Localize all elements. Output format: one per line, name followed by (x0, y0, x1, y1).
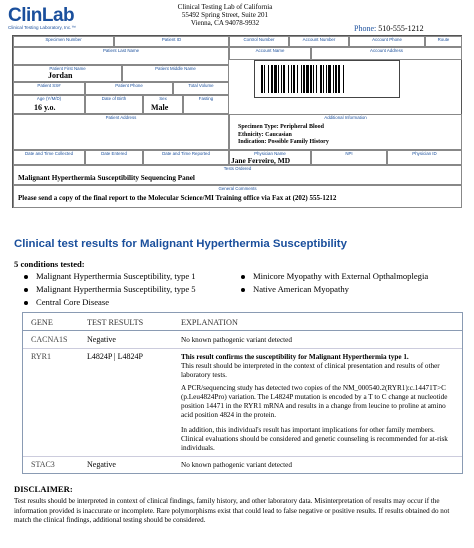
patient-id-cell (114, 36, 229, 47)
ethnicity-value: Caucasian (265, 131, 292, 138)
lab-street: 55492 Spring Street, Suite 201 (181, 10, 269, 19)
sex-label: Sex (159, 96, 167, 101)
date-reported-label: Date and Time Reported (162, 151, 210, 156)
dob-label: Date of Birth (101, 96, 127, 101)
specimen-number-label: Specimen Number (45, 37, 82, 42)
requisition-form (12, 35, 462, 208)
patient-middle-name-label: Patient Middle Name (155, 66, 196, 71)
patient-middle-name-cell (122, 65, 229, 82)
patient-last-name-label: Patient Last Name (102, 48, 140, 53)
additional-info-values (238, 124, 329, 147)
ethnicity-line (238, 132, 329, 140)
condition-label: Malignant Hyperthermia Susceptibility, type 5 (36, 284, 196, 294)
date-entered-label: Date Entered (101, 151, 127, 156)
total-volume-cell (173, 82, 229, 95)
bullet-icon (24, 301, 28, 305)
physician-name-cell (229, 150, 311, 165)
age-value: 16 y.o. (34, 103, 56, 112)
condition-item (24, 297, 109, 307)
account-name-cell (229, 47, 311, 60)
tests-ordered-label: Tests Ordered (223, 166, 252, 171)
row-gene: CACNA1S (31, 335, 68, 344)
sex-value: Male (151, 103, 169, 112)
phone-label: Phone: (354, 24, 377, 33)
account-address-cell (311, 47, 462, 60)
dob-cell (85, 95, 143, 114)
patient-ssn-cell (13, 82, 85, 95)
general-comments-label: General Comments (218, 186, 257, 191)
row-explanation-p1: This result should be interpreted in the context of clinical presentation and results of other laboratory tests. (181, 362, 440, 379)
barcode (254, 60, 400, 98)
barcode-graphic (255, 61, 399, 97)
account-number-cell (289, 36, 349, 47)
account-phone-cell (349, 36, 425, 47)
physician-name-value: Jane Ferreiro, MD (231, 156, 291, 165)
specimen-type-line (238, 124, 329, 132)
logo-subtitle: Clinical Testing Laboratory, Inc.™ (8, 25, 77, 30)
bullet-icon (24, 288, 28, 292)
date-collected-label: Date and Time Collected (24, 151, 74, 156)
conditions-count: 5 conditions tested: (14, 259, 85, 269)
npi-cell (311, 150, 387, 165)
condition-item (24, 271, 196, 281)
additional-info-cell (229, 114, 462, 150)
age-cell (13, 95, 85, 114)
account-phone-label: Account Phone (372, 37, 402, 42)
tests-ordered-value: Malignant Hyperthermia Susceptibility Sequencing Panel (18, 174, 195, 182)
condition-label: Minicore Myopathy with External Opthalmoplegia (253, 271, 429, 281)
patient-address-label: Patient Address (105, 115, 137, 120)
condition-label: Malignant Hyperthermia Susceptibility, type 1 (36, 271, 196, 281)
date-collected-cell (13, 150, 85, 165)
general-comments-cell (13, 185, 462, 208)
total-volume-label: Total Volume (188, 83, 214, 88)
date-reported-cell (143, 150, 229, 165)
specimen-type-label: Specimen Type: (238, 124, 279, 130)
condition-label: Central Core Disease (36, 297, 110, 307)
header-gene: GENE (31, 318, 53, 327)
ethnicity-label: Ethnicity: (238, 131, 264, 138)
fasting-cell (183, 95, 229, 114)
account-number-label: Account Number (302, 37, 336, 42)
general-comments-value: Please send a copy of the final report to the Molecular Science/MI Training office via Fax at (202) 555-1212 (18, 194, 337, 202)
row-divider (23, 456, 462, 457)
lab-phone (354, 24, 424, 33)
sex-cell (143, 95, 183, 114)
route-label: Route (437, 37, 450, 42)
patient-id-label: Patient ID (161, 37, 182, 42)
account-name-label: Account Name (255, 48, 285, 53)
date-entered-cell (85, 150, 143, 165)
lab-name: Clinical Testing Lab of California (177, 3, 273, 11)
physician-name-label: Physician Name (254, 151, 286, 156)
indication-label: Indication: (238, 139, 267, 146)
row-result: L4824P | L4824P (87, 352, 143, 361)
row-explanation: No known pathogenic variant detected (181, 461, 292, 469)
indication-value: Possible Family History (267, 139, 329, 146)
account-address-label: Account Address (370, 48, 403, 53)
patient-first-name-cell (13, 65, 122, 82)
row-gene: RYR1 (31, 352, 52, 361)
row-explanation: No known pathogenic variant detected (181, 336, 292, 344)
tests-ordered-cell (13, 165, 462, 185)
header-divider (23, 330, 462, 331)
specimen-number-cell (13, 36, 114, 47)
row-explanation-p2: A PCR/sequencing study has detected two copies of the NM_000540.2(RYR1):c.14471T>C (p.Leu4824Pro) variation. The L4824P mutation is encoded by a T to C change at nucleotide position 14471 in the RYR1 mRNA and results in a change from leucine to proline at amino acid position 4824 in the protein. (181, 384, 448, 419)
fasting-label: Fasting (198, 96, 214, 101)
condition-label: Native American Myopathy (253, 284, 349, 294)
row-result: Negative (87, 460, 116, 469)
results-table (22, 312, 463, 474)
patient-ssn-label: Patient SS# (37, 83, 61, 88)
patient-first-name-value: Jordan (48, 71, 73, 80)
age-label: Age (Y/M/D) (36, 96, 62, 101)
patient-phone-label: Patient Phone (115, 83, 143, 88)
bullet-icon (24, 275, 28, 279)
patient-first-name-label: Patient First Name (49, 66, 86, 71)
specimen-type-value: Peripheral Blood (280, 124, 324, 130)
row-result: Negative (87, 335, 116, 344)
physician-id-cell (387, 150, 462, 165)
npi-label: NPI (345, 151, 353, 156)
patient-last-name-cell (13, 47, 229, 65)
results-title: Clinical test results for Malignant Hyperthermia Susceptibility (14, 238, 347, 250)
lab-city: Vienna, CA 94078-9932 (190, 18, 260, 27)
control-number-label: Control Number (243, 37, 275, 42)
additional-info-label: Additional Information (324, 115, 367, 120)
disclaimer-heading: DISCLAIMER: (14, 484, 73, 494)
row-explanation-bold: This result confirms the susceptibility for Malignant Hyperthermia type 1. (181, 353, 409, 361)
bullet-icon (241, 288, 245, 292)
condition-item (241, 271, 428, 281)
header-explanation: EXPLANATION (181, 318, 238, 327)
indication-line (238, 139, 329, 147)
header-test-results: TEST RESULTS (87, 318, 144, 327)
patient-address-cell (13, 114, 229, 150)
lab-address-block (150, 4, 300, 27)
condition-item (241, 284, 349, 294)
row-gene: STAC3 (31, 460, 55, 469)
bullet-icon (241, 275, 245, 279)
patient-phone-cell (85, 82, 173, 95)
clinlab-logo: ClinLab (8, 5, 75, 26)
row-explanation-p3: In addition, this individual's result has important implications for other family members. Clinical evaluations should be considered and genetic counseling is recommended for at-risk individuals. (181, 426, 448, 452)
route-cell (425, 36, 462, 47)
disclaimer-text: Test results should be interpreted in context of clinical findings, family history, and other laboratory data. Misinterpretation of results may occur if the information provided is inaccurate or incomplete. Rare polymorphisms exist that could lead to false negative or positive results. If results obtained do not match the clinical findings, additional testing should be considered. (14, 497, 450, 524)
physician-id-label: Physician ID (412, 151, 437, 156)
control-number-cell (229, 36, 289, 47)
phone-number: 510-555-1212 (378, 24, 424, 33)
row-divider (23, 348, 462, 349)
condition-item (24, 284, 196, 294)
